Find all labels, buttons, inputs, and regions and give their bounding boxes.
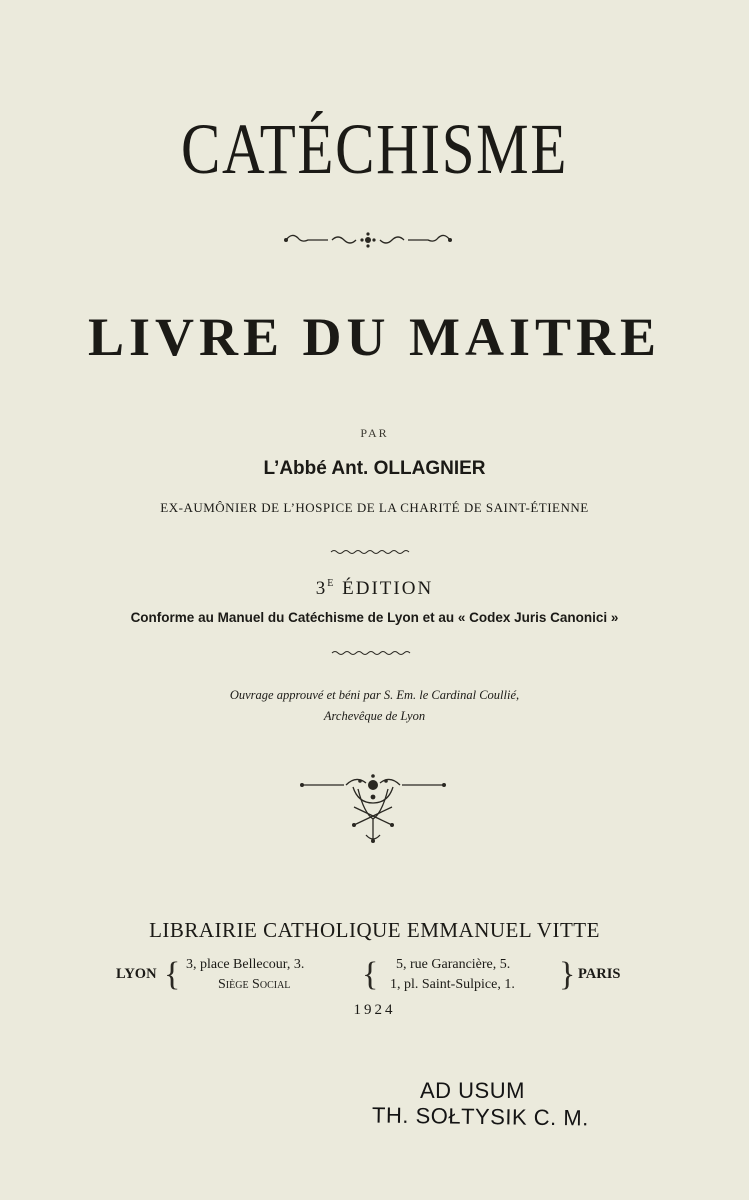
right-brace: } [559,956,576,993]
stamp-line-2: TH. SOŁTYSIK C. M. [371,1102,589,1131]
publication-year: 1924 [353,1002,396,1018]
author-title: EX-AUMÔNIER DE L’HOSPICE DE LA CHARITÉ DE SAINT-ÉTIENNE [160,500,589,515]
right-address-line-2: 1, pl. Saint-Sulpice, 1. [390,977,515,992]
city-left: LYON [116,966,157,982]
left-address-line-1: 3, place Bellecour, 3. [186,957,305,972]
edition-superscript: E [327,578,336,589]
edition-label [0,578,749,600]
fleuron-ornament-icon [298,773,448,845]
left-brace: { [164,956,181,993]
middle-brace: { [362,956,379,993]
author-name: L’Abbé Ant. OLLAGNIER [263,458,486,479]
right-address-line-1: 5, rue Garancière, 5. [396,957,511,972]
edition-number: 3 [315,578,328,599]
book-title: CATÉCHISME [180,109,569,189]
approval-line-1: Ouvrage approuvé et béni par S. Em. le Cardinal Coullié, [229,688,520,702]
book-subtitle: LIVRE DU MAITRE [87,307,662,367]
scroll-ornament-icon [282,229,454,251]
publisher-name: LIBRAIRIE CATHOLIQUE EMMANUEL VITTE [149,918,600,942]
conformity-line: Conforme au Manuel du Catéchisme de Lyon et au « Codex Juris Canonici » [130,610,619,625]
wavy-rule-ornament-icon [330,548,412,556]
city-right: PARIS [578,966,621,982]
left-address-line-2: Siège Social [218,977,291,992]
stamp-line-1: AD USUM [420,1078,525,1103]
wavy-rule-ornament-icon [331,649,413,657]
approval-line-2: Archevêque de Lyon [323,709,426,723]
by-label: PAR [360,426,389,440]
edition-word: ÉDITION [335,578,434,599]
